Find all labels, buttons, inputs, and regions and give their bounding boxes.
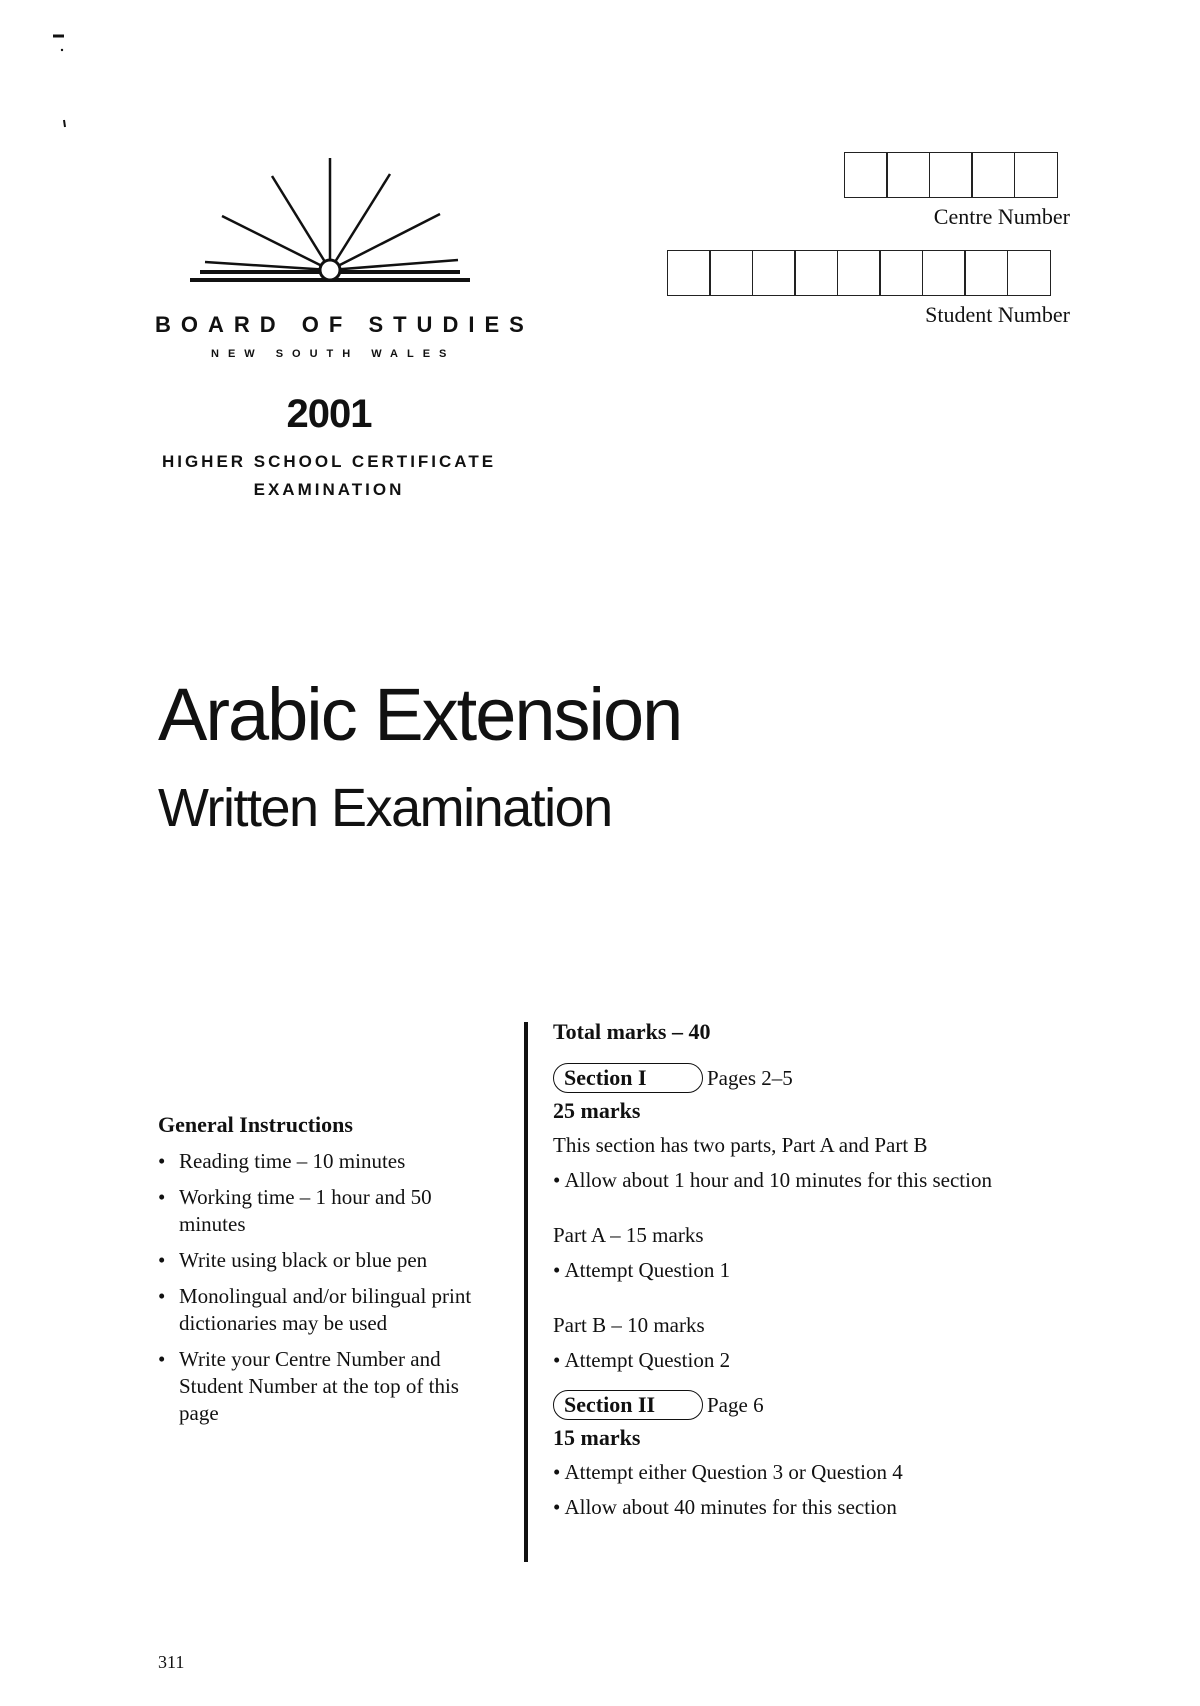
instruction-item: • Write using black or blue pen — [158, 1247, 503, 1274]
student-number-box[interactable] — [837, 250, 881, 296]
section-1-description: This section has two parts, Part A and Part B — [553, 1133, 928, 1157]
general-instructions-heading: General Instructions — [158, 1112, 353, 1137]
centre-number-box[interactable] — [929, 152, 973, 198]
section-2-header — [553, 1388, 1153, 1422]
centre-number-boxes — [845, 152, 1058, 198]
exam-structure — [553, 1018, 1153, 1529]
instruction-item: • Write your Centre Number and Student Number at the top of this page — [158, 1346, 503, 1427]
exam-year: 2001 — [286, 392, 372, 436]
exam-name-line2: EXAMINATION — [253, 480, 405, 499]
student-number-box[interactable] — [752, 250, 796, 296]
section-2-pages: Page 6 — [707, 1392, 764, 1417]
student-number-box[interactable] — [964, 250, 1008, 296]
section-2-label: Section II — [553, 1390, 703, 1420]
centre-number-box[interactable] — [844, 152, 888, 198]
part-a-attempt: • Attempt Question 1 — [553, 1257, 1153, 1284]
student-number-boxes — [668, 250, 1051, 296]
centre-number-label: Centre Number — [933, 204, 1070, 229]
part-b-marks: Part B – 10 marks — [553, 1313, 705, 1337]
student-number-box[interactable] — [1007, 250, 1051, 296]
instruction-item: • Monolingual and/or bilingual print dictionaries may be used — [158, 1283, 503, 1337]
board-title: BOARD OF STUDIES — [155, 312, 534, 337]
column-divider — [524, 1022, 528, 1562]
instruction-item: • Working time – 1 hour and 50 minutes — [158, 1184, 503, 1238]
section-1-pages: Pages 2–5 — [707, 1065, 793, 1090]
part-b-attempt: • Attempt Question 2 — [553, 1347, 1153, 1374]
section-2-attempt: • Attempt either Question 3 or Question 4 — [553, 1459, 1153, 1486]
general-instructions-list — [158, 1148, 503, 1436]
centre-number-box[interactable] — [971, 152, 1015, 198]
paper-title: Written Examination — [158, 778, 612, 838]
exam-name — [150, 448, 508, 504]
subject-title: Arabic Extension — [158, 673, 682, 756]
student-number-box[interactable] — [879, 250, 923, 296]
instruction-item: • Reading time – 10 minutes — [158, 1148, 503, 1175]
student-number-box[interactable] — [794, 250, 838, 296]
total-marks: Total marks – 40 — [553, 1019, 711, 1044]
scan-mark — [62, 118, 68, 134]
section-1-time: • Allow about 1 hour and 10 minutes for this section — [553, 1167, 1153, 1194]
student-number-box[interactable] — [922, 250, 966, 296]
student-number-box[interactable] — [667, 250, 711, 296]
board-subtitle: NEW SOUTH WALES — [211, 348, 456, 360]
student-number-label: Student Number — [925, 302, 1070, 327]
section-1-label: Section I — [553, 1063, 703, 1093]
page-code: 311 — [158, 1652, 185, 1672]
section-1-marks: 25 marks — [553, 1098, 641, 1123]
part-a-marks: Part A – 15 marks — [553, 1223, 704, 1247]
section-2-time: • Allow about 40 minutes for this section — [553, 1494, 1153, 1521]
section-2-marks: 15 marks — [553, 1425, 641, 1450]
centre-number-box[interactable] — [1014, 152, 1058, 198]
exam-name-line1: HIGHER SCHOOL CERTIFICATE — [161, 452, 497, 471]
centre-number-box[interactable] — [886, 152, 930, 198]
scan-mark — [52, 28, 66, 61]
section-1-header — [553, 1061, 1153, 1095]
student-number-box[interactable] — [709, 250, 753, 296]
board-of-studies-logo — [190, 150, 480, 290]
